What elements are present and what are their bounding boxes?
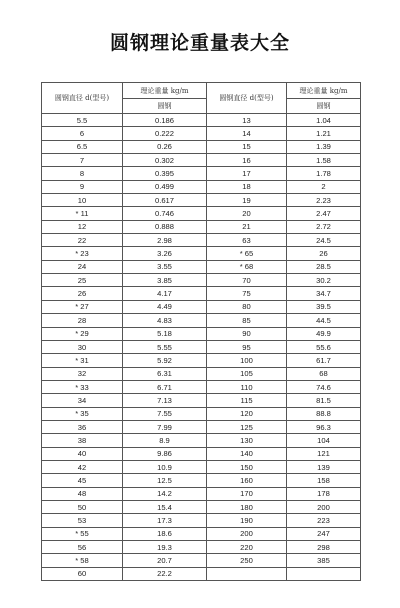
weight-cell: 1.04 xyxy=(287,114,361,127)
diameter-cell: 105 xyxy=(207,367,287,380)
diameter-cell: 6.5 xyxy=(42,140,123,153)
table-row xyxy=(42,180,361,193)
table-row xyxy=(42,514,361,527)
diameter-cell: 22 xyxy=(42,234,123,247)
diameter-cell: 10 xyxy=(42,194,123,207)
diameter-cell: 19 xyxy=(207,194,287,207)
diameter-cell: 70 xyxy=(207,274,287,287)
weight-cell: 1.58 xyxy=(287,154,361,167)
weight-cell: 1.78 xyxy=(287,167,361,180)
table-row xyxy=(42,207,361,220)
diameter-cell: 200 xyxy=(207,527,287,540)
weight-cell: 22.2 xyxy=(123,567,207,580)
diameter-cell: 9 xyxy=(42,180,123,193)
weight-cell: 385 xyxy=(287,554,361,567)
weight-cell: 7.99 xyxy=(123,420,207,433)
diameter-cell: 32 xyxy=(42,367,123,380)
table-row xyxy=(42,407,361,420)
diameter-cell: 30 xyxy=(42,340,123,353)
weight-cell: 55.6 xyxy=(287,340,361,353)
diameter-cell: 16 xyxy=(207,154,287,167)
weight-cell: 88.8 xyxy=(287,407,361,420)
weight-cell: 61.7 xyxy=(287,354,361,367)
table-row xyxy=(42,554,361,567)
diameter-cell: 18 xyxy=(207,180,287,193)
weight-cell: 2 xyxy=(287,180,361,193)
table-row xyxy=(42,487,361,500)
diameter-cell: 150 xyxy=(207,460,287,473)
table-row xyxy=(42,380,361,393)
diameter-cell: 17 xyxy=(207,167,287,180)
diameter-cell: 12 xyxy=(42,220,123,233)
diameter-cell: 34 xyxy=(42,394,123,407)
diameter-cell: 110 xyxy=(207,380,287,393)
weight-cell: 81.5 xyxy=(287,394,361,407)
diameter-cell: 53 xyxy=(42,514,123,527)
weight-cell: 3.85 xyxy=(123,274,207,287)
weight-cell: 6.71 xyxy=(123,380,207,393)
weight-cell: 14.2 xyxy=(123,487,207,500)
diameter-cell: 63 xyxy=(207,234,287,247)
diameter-cell: * 29 xyxy=(42,327,123,340)
diameter-cell: 125 xyxy=(207,420,287,433)
diameter-cell: 38 xyxy=(42,434,123,447)
weight-header-left: 理论重量 kg/m xyxy=(123,83,207,99)
diameter-cell: * 68 xyxy=(207,260,287,273)
table-row xyxy=(42,314,361,327)
weight-cell: 8.9 xyxy=(123,434,207,447)
diameter-cell: 25 xyxy=(42,274,123,287)
diameter-cell: * 23 xyxy=(42,247,123,260)
diameter-cell: 56 xyxy=(42,541,123,554)
diameter-cell: * 55 xyxy=(42,527,123,540)
weight-cell: 5.55 xyxy=(123,340,207,353)
diameter-cell: * 33 xyxy=(42,380,123,393)
table-row xyxy=(42,340,361,353)
diameter-cell: 75 xyxy=(207,287,287,300)
diameter-cell: * 31 xyxy=(42,354,123,367)
weight-cell: 34.7 xyxy=(287,287,361,300)
table-row xyxy=(42,260,361,273)
table-row xyxy=(42,420,361,433)
table-row xyxy=(42,300,361,313)
weight-cell: 26 xyxy=(287,247,361,260)
weight-cell: 0.888 xyxy=(123,220,207,233)
table-row xyxy=(42,220,361,233)
diameter-cell: 250 xyxy=(207,554,287,567)
diameter-cell: 21 xyxy=(207,220,287,233)
table-row xyxy=(42,474,361,487)
table-row xyxy=(42,541,361,554)
diameter-cell: 36 xyxy=(42,420,123,433)
table-row xyxy=(42,114,361,127)
diameter-cell: 20 xyxy=(207,207,287,220)
weight-cell: 96.3 xyxy=(287,420,361,433)
weight-cell: 0.26 xyxy=(123,140,207,153)
weight-cell: 1.39 xyxy=(287,140,361,153)
weight-cell: 49.9 xyxy=(287,327,361,340)
weight-cell: 68 xyxy=(287,367,361,380)
diameter-cell: 190 xyxy=(207,514,287,527)
weight-cell: 200 xyxy=(287,500,361,513)
weight-cell: 0.302 xyxy=(123,154,207,167)
weight-cell xyxy=(287,567,361,580)
weight-cell: 298 xyxy=(287,541,361,554)
diameter-header-left: 圆钢直径 d(型号) xyxy=(42,83,123,114)
weight-cell: 3.26 xyxy=(123,247,207,260)
weight-cell: 7.55 xyxy=(123,407,207,420)
diameter-cell: 80 xyxy=(207,300,287,313)
diameter-cell: 42 xyxy=(42,460,123,473)
table-row xyxy=(42,194,361,207)
diameter-cell: 6 xyxy=(42,127,123,140)
diameter-cell: 85 xyxy=(207,314,287,327)
weight-cell: 4.17 xyxy=(123,287,207,300)
weight-cell: 18.6 xyxy=(123,527,207,540)
table-row xyxy=(42,500,361,513)
weight-cell: 0.499 xyxy=(123,180,207,193)
table-row xyxy=(42,247,361,260)
diameter-cell: 13 xyxy=(207,114,287,127)
weight-cell: 5.92 xyxy=(123,354,207,367)
diameter-cell: 40 xyxy=(42,447,123,460)
weight-cell: 19.3 xyxy=(123,541,207,554)
diameter-cell: 170 xyxy=(207,487,287,500)
page-title: 圆钢理论重量表大全 xyxy=(109,32,290,54)
weight-cell: 0.617 xyxy=(123,194,207,207)
diameter-cell: 95 xyxy=(207,340,287,353)
table-row xyxy=(42,460,361,473)
weight-cell: 0.186 xyxy=(123,114,207,127)
diameter-cell: 115 xyxy=(207,394,287,407)
table-row xyxy=(42,154,361,167)
diameter-cell: * 11 xyxy=(42,207,123,220)
weight-cell: 20.7 xyxy=(123,554,207,567)
diameter-cell: 60 xyxy=(42,567,123,580)
weight-cell: 0.395 xyxy=(123,167,207,180)
weight-cell: 15.4 xyxy=(123,500,207,513)
weight-cell: 39.5 xyxy=(287,300,361,313)
weight-cell: 178 xyxy=(287,487,361,500)
diameter-cell: 100 xyxy=(207,354,287,367)
table-row xyxy=(42,567,361,580)
diameter-cell xyxy=(207,567,287,580)
table-row xyxy=(42,234,361,247)
sub-header-right: 圆钢 xyxy=(287,99,361,114)
weight-header-right: 理论重量 kg/m xyxy=(287,83,361,99)
diameter-cell: 7 xyxy=(42,154,123,167)
diameter-cell: * 27 xyxy=(42,300,123,313)
weight-cell: 44.5 xyxy=(287,314,361,327)
weight-cell: 2.72 xyxy=(287,220,361,233)
weight-cell: 139 xyxy=(287,460,361,473)
diameter-cell: * 65 xyxy=(207,247,287,260)
weight-cell: 121 xyxy=(287,447,361,460)
weight-cell: 7.13 xyxy=(123,394,207,407)
weight-cell: 223 xyxy=(287,514,361,527)
table-body xyxy=(42,114,361,581)
table-row xyxy=(42,167,361,180)
weight-cell: 4.83 xyxy=(123,314,207,327)
diameter-cell: 130 xyxy=(207,434,287,447)
weight-cell: 17.3 xyxy=(123,514,207,527)
table-row xyxy=(42,527,361,540)
table-row xyxy=(42,447,361,460)
weight-cell: 2.23 xyxy=(287,194,361,207)
diameter-cell: 26 xyxy=(42,287,123,300)
weight-cell: 28.5 xyxy=(287,260,361,273)
weight-cell: 30.2 xyxy=(287,274,361,287)
weight-cell: 5.18 xyxy=(123,327,207,340)
diameter-cell: 48 xyxy=(42,487,123,500)
diameter-cell: 180 xyxy=(207,500,287,513)
diameter-cell: * 58 xyxy=(42,554,123,567)
table-row xyxy=(42,287,361,300)
table-row xyxy=(42,434,361,447)
weight-cell: 74.6 xyxy=(287,380,361,393)
weight-cell: 247 xyxy=(287,527,361,540)
weight-cell: 10.9 xyxy=(123,460,207,473)
weight-cell: 6.31 xyxy=(123,367,207,380)
diameter-cell: 90 xyxy=(207,327,287,340)
diameter-cell: 15 xyxy=(207,140,287,153)
weight-cell: 0.746 xyxy=(123,207,207,220)
diameter-header-right: 圆钢直径 d(型号) xyxy=(207,83,287,114)
weight-cell: 2.47 xyxy=(287,207,361,220)
diameter-cell: 160 xyxy=(207,474,287,487)
weight-cell: 24.5 xyxy=(287,234,361,247)
weight-cell: 3.55 xyxy=(123,260,207,273)
table-row xyxy=(42,127,361,140)
diameter-cell: 140 xyxy=(207,447,287,460)
weight-cell: 2.98 xyxy=(123,234,207,247)
table-header xyxy=(42,83,361,114)
diameter-cell: 14 xyxy=(207,127,287,140)
table-row xyxy=(42,394,361,407)
table-row xyxy=(42,140,361,153)
table-row xyxy=(42,354,361,367)
weight-cell: 12.5 xyxy=(123,474,207,487)
diameter-cell: 50 xyxy=(42,500,123,513)
weight-cell: 0.222 xyxy=(123,127,207,140)
weight-cell: 1.21 xyxy=(287,127,361,140)
diameter-cell: 120 xyxy=(207,407,287,420)
table-row xyxy=(42,274,361,287)
diameter-cell: * 35 xyxy=(42,407,123,420)
diameter-cell: 24 xyxy=(42,260,123,273)
diameter-cell: 5.5 xyxy=(42,114,123,127)
diameter-cell: 220 xyxy=(207,541,287,554)
table-row xyxy=(42,327,361,340)
weight-cell: 158 xyxy=(287,474,361,487)
table-row xyxy=(42,367,361,380)
weight-cell: 4.49 xyxy=(123,300,207,313)
diameter-cell: 28 xyxy=(42,314,123,327)
round-steel-weight-table xyxy=(41,82,361,581)
diameter-cell: 45 xyxy=(42,474,123,487)
weight-cell: 9.86 xyxy=(123,447,207,460)
diameter-cell: 8 xyxy=(42,167,123,180)
sub-header-left: 圆钢 xyxy=(123,99,207,114)
weight-cell: 104 xyxy=(287,434,361,447)
